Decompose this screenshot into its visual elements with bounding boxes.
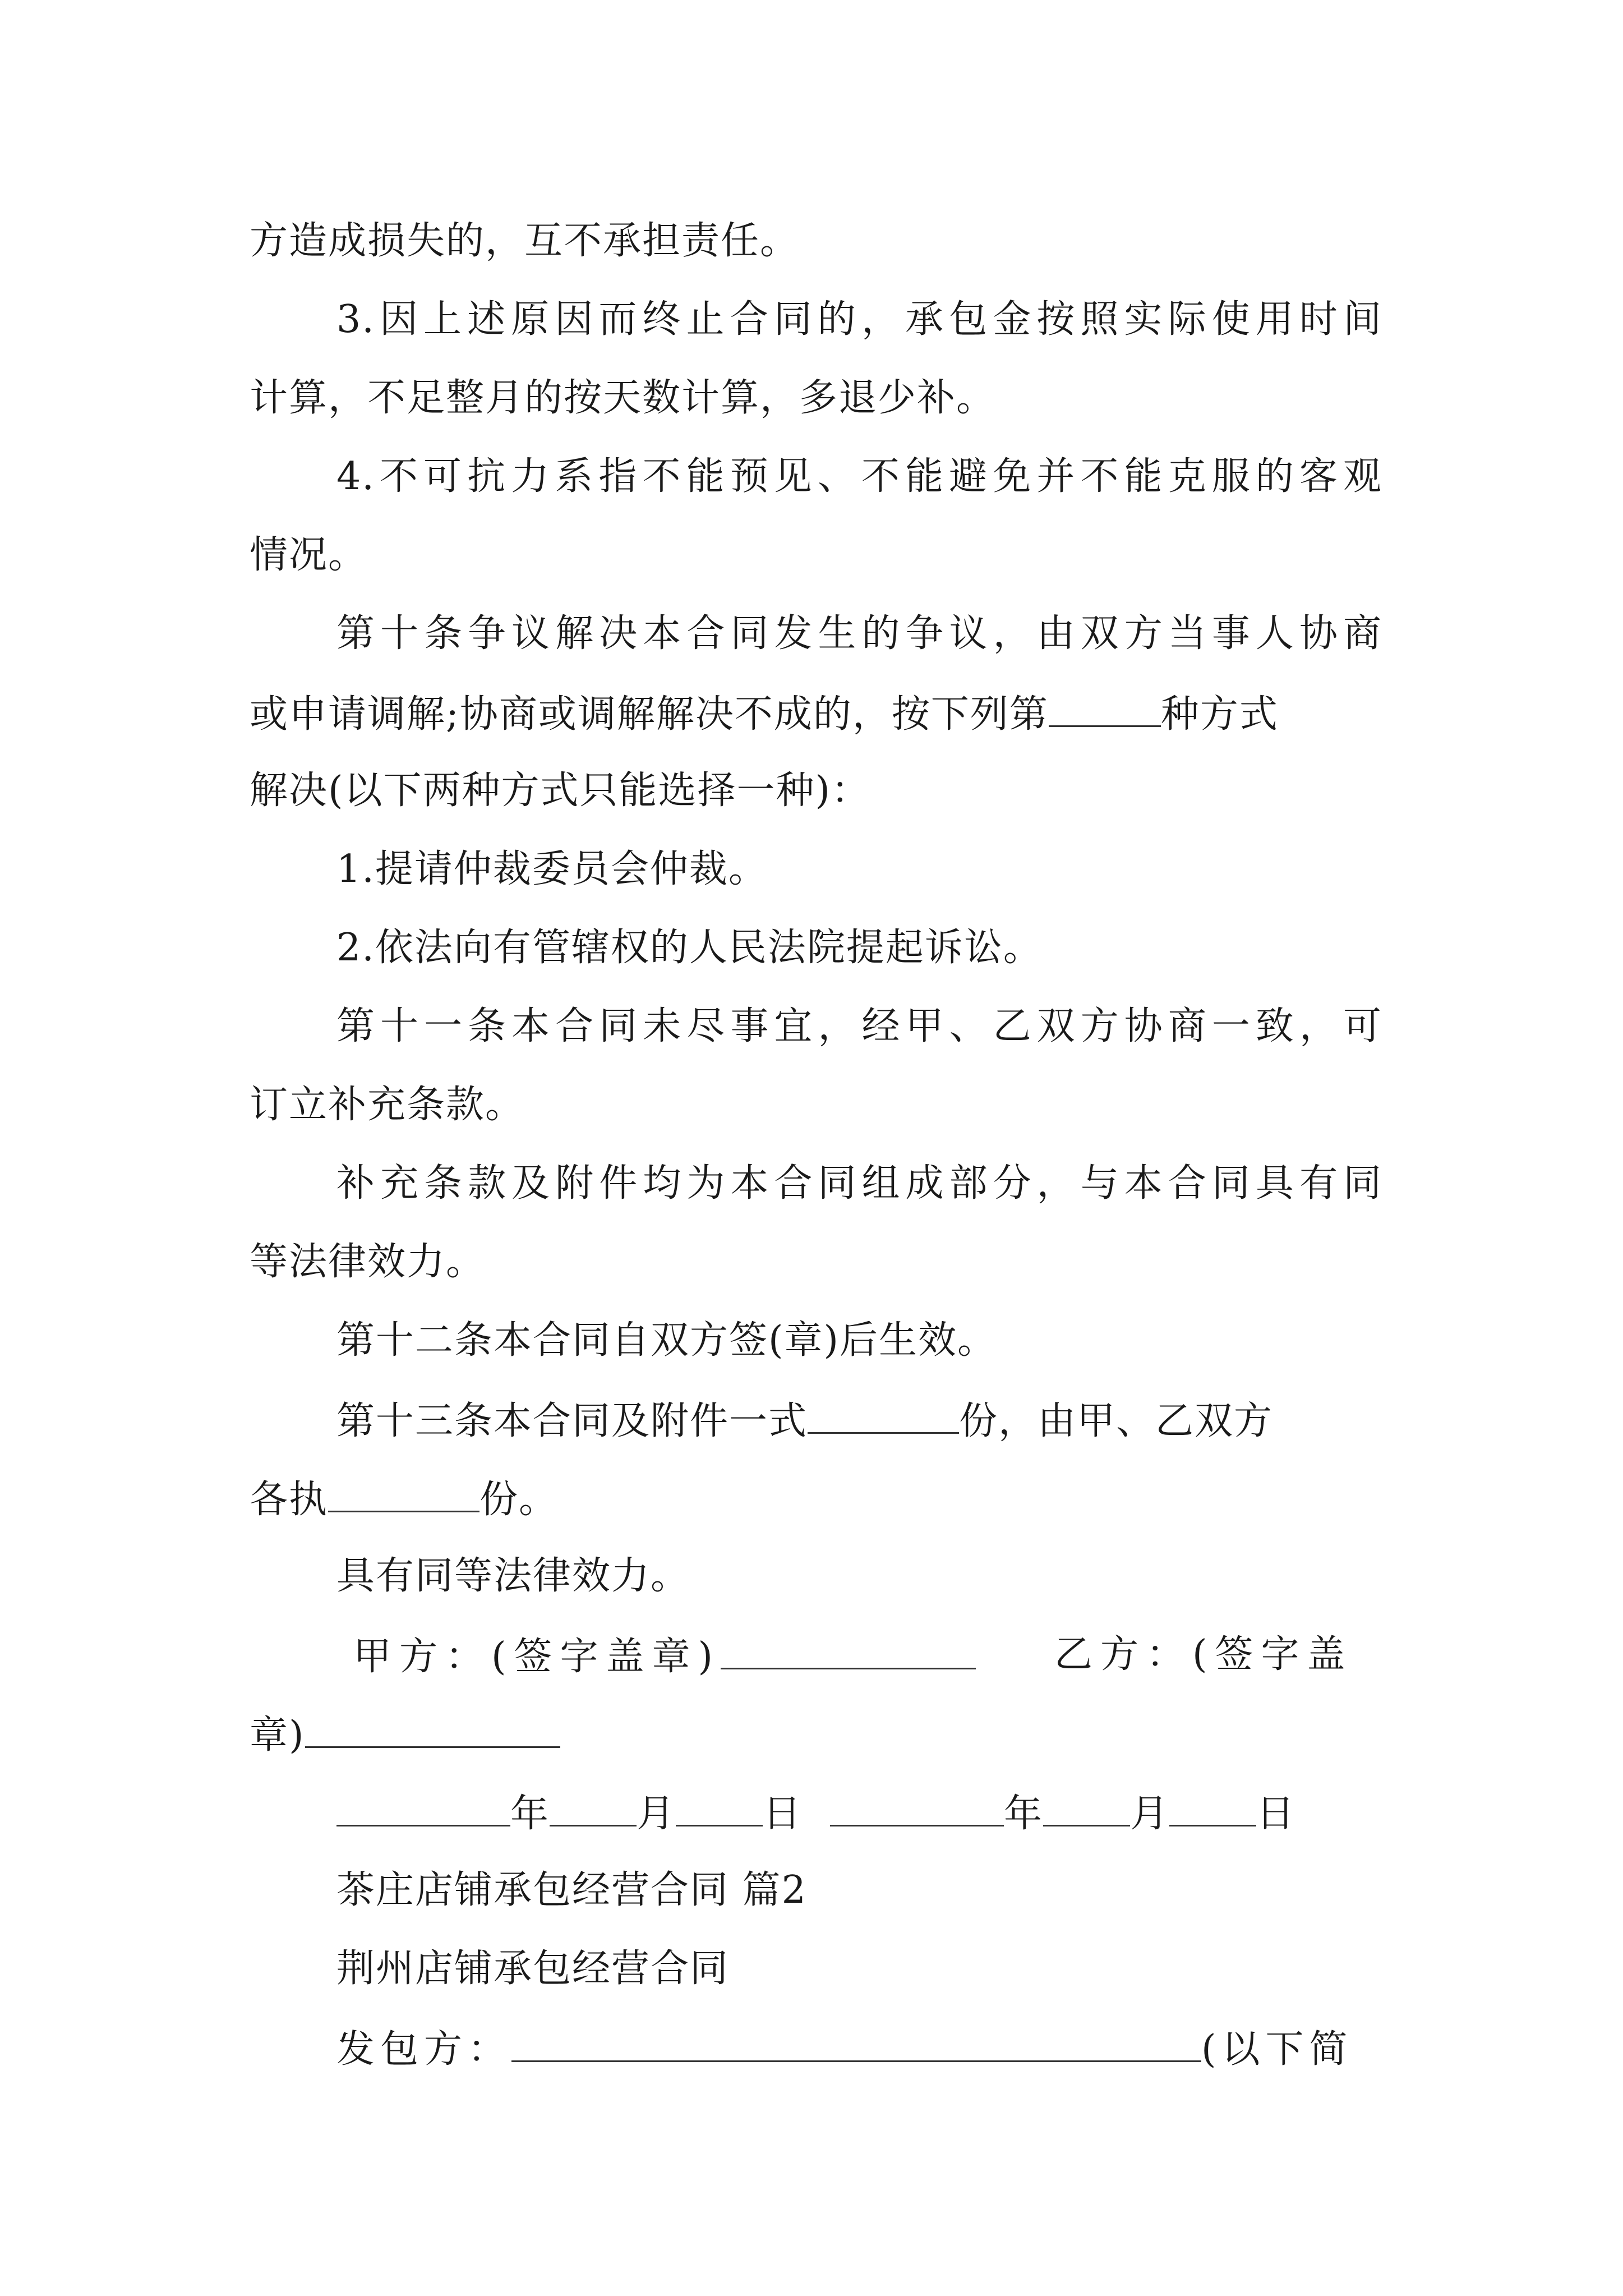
text-fragment: 各执 [250,1478,329,1522]
year-label: 年 [1004,1792,1044,1836]
article-12-heading: 第十二条本合同自双方签(章)后生效。 [336,1318,997,1363]
month-blank[interactable] [550,1787,637,1826]
text-line: 补充条款及附件均为本合同组成部分，与本合同具有同 [336,1161,1382,1205]
text-line: 订立补充条款。 [250,1083,525,1127]
fill-in-blank[interactable] [808,1394,959,1434]
text-fragment: (以下简 [1201,2027,1353,2072]
text-fragment: 种方式 [1160,692,1279,737]
text-line: 方造成损失的，互不承担责任。 [250,219,800,263]
date-line [336,1787,1469,1837]
year-blank[interactable] [830,1787,1004,1826]
text-fragment: 章) [250,1713,305,1757]
text-fragment: 发包方： [336,2027,512,2072]
fill-in-blank[interactable] [1049,687,1161,727]
text-line: 具有同等法律效力。 [336,1554,690,1598]
party-b-label: 乙方：(签字盖 [1054,1632,1353,1677]
year-blank[interactable] [336,1787,510,1826]
text-fragment: 份，由甲、乙双方 [959,1399,1274,1443]
text-line [250,1473,1382,1523]
day-label: 日 [763,1792,803,1836]
text-line [250,687,1382,738]
text-line [250,1708,1382,1759]
clause-9-3: 3.因上述原因而终止合同的，承包金按照实际使用时间 [336,297,1382,342]
year-label: 年 [510,1792,550,1836]
fill-in-blank[interactable] [305,1708,560,1748]
contracting-party-line [336,2022,1469,2073]
month-label: 月 [637,1792,676,1836]
article-13-heading [336,1394,1469,1444]
fill-in-blank[interactable] [721,1630,976,1669]
clause-9-4: 4.不可抗力系指不能预见、不能避免并不能克服的客观 [336,454,1382,499]
clause-10-2: 2.依法向有管辖权的人民法院提起诉讼。 [336,926,1043,970]
text-line: 情况。 [250,533,368,577]
clause-10-1: 1.提请仲裁委员会仲裁。 [336,847,768,891]
day-label: 日 [1256,1792,1296,1836]
text-fragment: 或申请调解;协商或调解解决不成的，按下列第 [250,692,1049,737]
party-a-label: 甲方：(签字盖章) [353,1635,721,1679]
fill-in-blank[interactable] [511,2022,1201,2062]
month-blank[interactable] [1043,1787,1130,1826]
day-blank[interactable] [1169,1787,1256,1826]
section-title: 茶庄店铺承包经营合同 篇2 [336,1868,807,1912]
contract-title: 荆州店铺承包经营合同 [336,1947,730,1991]
article-11-heading: 第十一条本合同未尽事宜，经甲、乙双方协商一致，可 [336,1004,1382,1048]
text-line: 等法律效力。 [250,1240,486,1284]
month-label: 月 [1130,1792,1170,1836]
day-blank[interactable] [676,1787,763,1826]
text-fragment: 份。 [479,1478,559,1522]
article-10-heading: 第十条争议解决本合同发生的争议，由双方当事人协商 [336,611,1382,656]
text-line: 计算，不足整月的按天数计算，多退少补。 [250,376,996,420]
text-fragment: 第十三条本合同及附件一式 [336,1399,808,1443]
fill-in-blank[interactable] [328,1473,479,1512]
text-line: 解决(以下两种方式只能选择一种)： [250,769,871,813]
